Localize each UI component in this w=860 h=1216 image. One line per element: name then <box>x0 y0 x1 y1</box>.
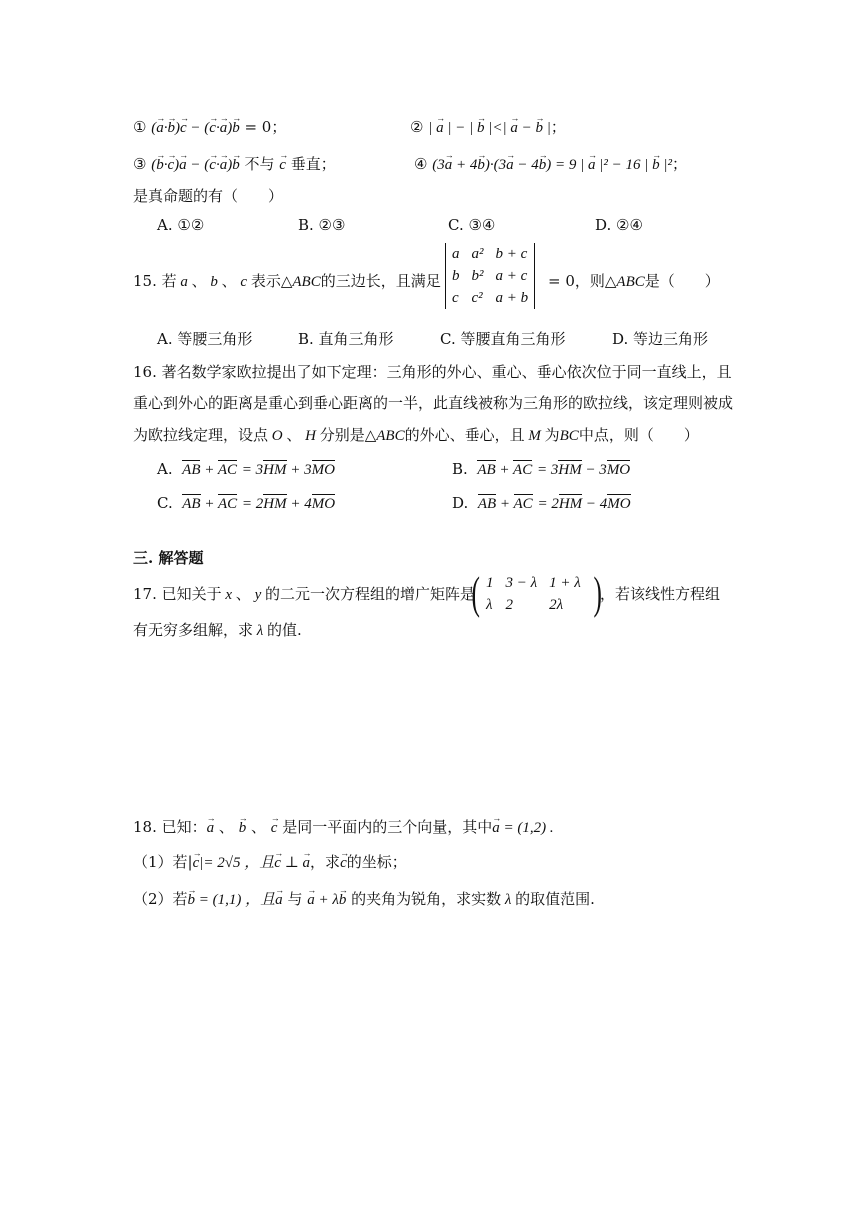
q16-line-1: 16. 著名数学家欧拉提出了如下定理：三角形的外心、重心、垂心依次位于同一直线上，且 <box>133 363 732 381</box>
q15-option-d: D. 等边三角形 <box>612 330 709 348</box>
q14-statement-3: ③ (→ b·→ c)→ a − (→ c·→ a)→ b 不与 → c 垂直； <box>133 154 336 175</box>
q15-stem-tail: = 0，则△ABC是（ ） <box>548 272 720 290</box>
q14-statement-1: ① (→ a·→ b)→ c − (→ c·→ a)→ b = 0； <box>133 117 286 138</box>
q18-part-2: （2）若→ b = (1,1) ，且→ a 与 → a + λ→ b 的夹角为锐角，求实数 λ 的取值范围. <box>133 889 595 910</box>
q14-statement-2: ② | → a | − | → b |<| → a − → b |； <box>410 117 566 138</box>
q18-stem: 18. 已知：→ a 、 → b 、 → c 是同一平面内的三个向量，其中→ a = (1,2) . <box>133 817 554 838</box>
q16-option-d: D. AB + AC = 2HM − 4MO <box>452 494 631 512</box>
q15-option-a: A. 等腰三角形 <box>157 330 253 348</box>
q14-statement-4: ④ (3→ a + 4→ b)·(3→ a − 4→ b) = 9 | → a |² − 16 | → b |²； <box>414 154 687 175</box>
q14-option-b: B. ②③ <box>298 216 346 234</box>
q17-stem-tail: ，若该线性方程组 <box>600 585 721 603</box>
q15-option-b: B. 直角三角形 <box>298 330 394 348</box>
q17-stem: 17. 已知关于 x 、 y 的二元一次方程组的增广矩阵是 <box>133 585 475 603</box>
q17-left-paren: ( <box>471 567 480 618</box>
section-heading: 三. 解答题 <box>133 549 204 567</box>
q15-option-c: C. 等腰直角三角形 <box>440 330 566 348</box>
q17-line-2: 有无穷多组解，求 λ 的值. <box>133 621 302 639</box>
q16-option-c: C. AB + AC = 2HM + 4MO <box>157 494 336 512</box>
q17-matrix: 1 3 − λ 1 + λ λ 2 2λ <box>486 574 581 613</box>
q15-stem: 15. 若 a 、 b 、 c 表示△ABC的三边长，且满足 <box>133 272 441 290</box>
q18-part-1: （1）若|→ c|= 2√5 ，且→ c ⊥ → a，求→ c的坐标； <box>133 852 407 873</box>
q14-option-c: C. ③④ <box>448 216 496 234</box>
q17-right-paren: ) <box>593 567 602 618</box>
q16-option-a: A. AB + AC = 3HM + 3MO <box>157 460 335 478</box>
q16-line-3: 为欧拉线定理，设点 O 、 H 分别是△ABC的外心、垂心，且 M 为BC中点，则（ ） <box>133 426 699 444</box>
q14-option-d: D. ②④ <box>595 216 643 234</box>
q15-determinant: a a² b + c b b² a + c c c² a + b <box>445 243 535 309</box>
q16-line-2: 重心到外心的距离是重心到垂心距离的一半，此直线被称为三角形的欧拉线，该定理则被成 <box>133 394 734 412</box>
q16-option-b: B. AB + AC = 3HM − 3MO <box>452 460 631 478</box>
q14-option-a: A. ①② <box>157 216 205 234</box>
q14-question: 是真命题的有（ ） <box>133 187 284 205</box>
